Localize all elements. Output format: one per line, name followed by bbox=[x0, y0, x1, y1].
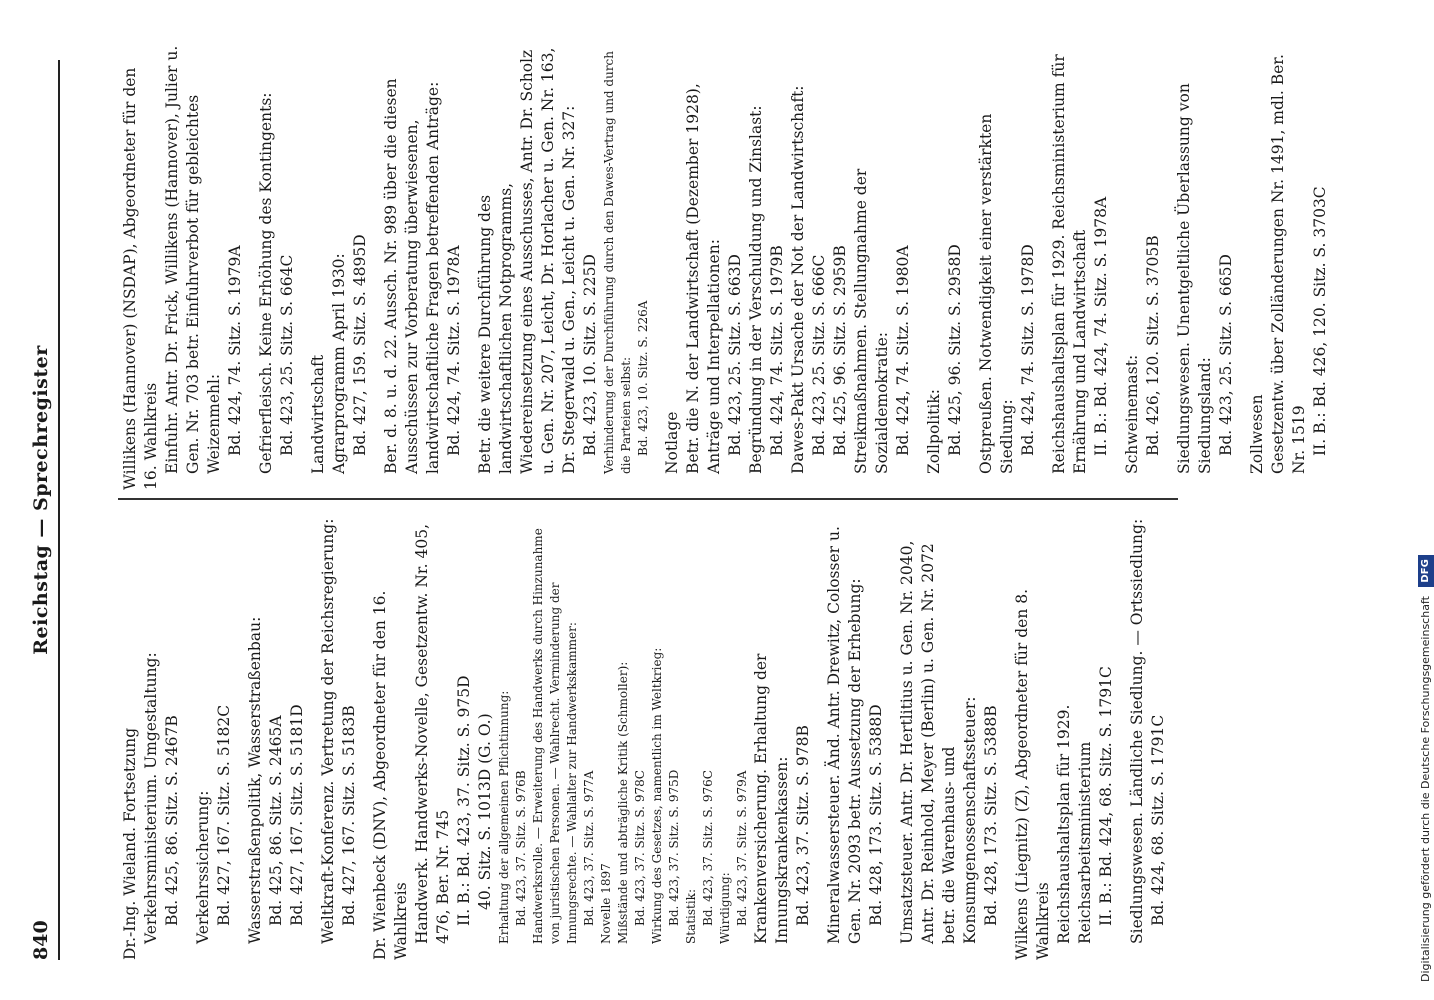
register-entry: Bd. 423, 25. Sitz. S. 666C bbox=[810, 254, 828, 456]
speaker-heading: Dr. Wienbeck (DNV), Abgeordneter für den 16. Wahlkreis bbox=[371, 590, 410, 960]
left-column bbox=[120, 512, 1169, 960]
register-entry: Krankenversicherung. Erhaltung der Innungskrankenkassen: bbox=[752, 653, 791, 944]
register-entry: Statistik: bbox=[684, 889, 698, 944]
register-entry: Ostpreußen. Notwendigkeit einer verstärkten Siedlung: bbox=[977, 113, 1016, 474]
speaker-heading: Willikens (Hannover) (NSDAP), Abgeordneter für den 16. Wahlkreis bbox=[121, 67, 160, 490]
page-number: 840 bbox=[30, 920, 52, 960]
register-entry: II. B.: Bd. 423, 37. Sitz. S. 975D bbox=[455, 675, 473, 926]
right-column bbox=[120, 45, 1331, 490]
register-entry: Bd. 424, 74. Sitz. S. 1979B bbox=[768, 245, 786, 456]
register-entry: Gesetzentw. über Zolländerungen Nr. 1491, mdl. Ber. Nr. 1519 bbox=[1269, 54, 1308, 474]
register-entry: Mineralwassersteuer. Änd. Antr. Drewitz, Colosser u. Gen. Nr. 2093 betr. Aussetzung der Erhebung: bbox=[825, 526, 864, 944]
side-note-text: Digitalisierung gefördert durch die Deutsche Forschungsgemeinschaft bbox=[1419, 596, 1432, 982]
register-entry: Bd. 424, 74. Sitz. S. 1978A bbox=[445, 245, 463, 456]
register-entry: Wasserstraßenpolitik, Wasserstraßenbau: bbox=[246, 616, 264, 944]
register-entry: Umsatzsteuer. Antr. Dr. Hertlitius u. Gen. Nr. 2040, Antr. Dr. Reinhold, Meyer (Berlin) u. Gen. Nr. 2072 betr. die Warenhaus- und Konsumgenossenschaftssteuer: bbox=[898, 540, 979, 944]
register-entry: Handwerksrolle. — Erweiterung des Handwerks durch Hinzunahme von juristischen Personen. — Wahlrecht. Verminderung der Innungsrechte. — Wahlalter zur Handwerkskammer: bbox=[531, 528, 579, 944]
register-entry: Bd. 425, 96. Sitz. S. 2958D bbox=[946, 244, 964, 456]
register-entry: Erhaltung der allgemeinen Pflichtinnung: bbox=[497, 690, 511, 944]
register-entry: Ber. d. 8. u. d. 22. Aussch. Nr. 989 über die diesen Ausschüssen zur Vorberatung überwiesenen, landwirtschaftliche Fragen betreffenden Anträge: bbox=[382, 78, 442, 474]
page-header bbox=[30, 0, 54, 1000]
register-entry: Bd. 423, 37. Sitz. S. 978C bbox=[633, 770, 647, 926]
register-entry: Bd. 427, 167. Sitz. S. 5181D bbox=[288, 704, 306, 926]
register-entry: Agrarprogramm April 1930: bbox=[330, 253, 348, 474]
register-entry: Notlage bbox=[663, 411, 681, 474]
register-entry: Bd. 425, 96. Sitz. S. 2959B bbox=[831, 245, 849, 456]
register-entry: Bd. 423, 10. Sitz. S. 226A bbox=[636, 300, 650, 456]
page-title: Reichstag — Sprechregister bbox=[30, 345, 52, 655]
register-entry: Bd. 423, 25. Sitz. S. 664C bbox=[278, 254, 296, 456]
register-entry: Mißstände und abträgliche Kritik (Schmoller): bbox=[616, 661, 630, 944]
register-entry: Betr. die N. der Landwirtschaft (Dezember 1928), Anträge und Interpellationen: bbox=[684, 83, 723, 474]
register-entry: Bd. 424, 74. Sitz. S. 1978D bbox=[1019, 244, 1037, 456]
register-entry: Bd. 427, 167. Sitz. S. 5183B bbox=[340, 705, 358, 926]
register-entry: Bd. 423, 25. Sitz. S. 665D bbox=[1217, 254, 1235, 456]
register-entry: Einfuhr. Antr. Dr. Frick, Willikens (Hannover), Julier u. Gen. Nr. 703 betr. Einfuhrverbot für gebleichtes Weizenmehl: bbox=[163, 45, 223, 474]
register-entry: Weltkraft-Konferenz. Vertretung der Reichsregierung: bbox=[319, 518, 337, 944]
register-entry: II. B.: Bd. 426, 120. Sitz. S. 3703C bbox=[1311, 186, 1329, 456]
register-entry: Bd. 428, 173. Sitz. S. 5388D bbox=[867, 704, 885, 926]
register-entry: Wirkung des Gesetzes, namentlich im Weltkrieg: bbox=[650, 647, 664, 944]
register-entry: Reichshaushaltsplan für 1929. Reichsministerium für Ernährung und Landwirtschaft bbox=[1050, 54, 1089, 474]
speaker-heading: Wilkens (Liegnitz) (Z), Abgeordneter für den 8. Wahlkreis bbox=[1013, 588, 1052, 960]
register-entry: Bd. 427, 159. Sitz. S. 4895D bbox=[351, 234, 369, 456]
dfg-logo: DFG bbox=[1418, 555, 1434, 586]
register-entry: Bd. 425, 86. Sitz. S. 2467B bbox=[163, 715, 181, 926]
register-entry: Bd. 423, 37. Sitz. S. 978B bbox=[794, 725, 812, 926]
register-entry: Würdigung: bbox=[718, 872, 732, 944]
register-entry: Reichshaushaltsplan für 1929. Reichsarbeitsministerium bbox=[1055, 704, 1094, 944]
column-divider bbox=[118, 499, 1178, 501]
side-note bbox=[1410, 0, 1434, 1000]
register-entry: Landwirtschaft bbox=[309, 354, 327, 474]
register-entry: Verkehrssicherung: bbox=[194, 790, 212, 944]
register-entry: Bd. 423, 37. Sitz. S. 979A bbox=[735, 770, 749, 926]
register-entry: Bd. 423, 37. Sitz. S. 976B bbox=[514, 770, 528, 926]
register-entry: Siedlungswesen. Unentgeltliche Überlassung von Siedlungsland: bbox=[1175, 83, 1214, 474]
register-entry: Bd. 423, 37. Sitz. S. 977A bbox=[582, 770, 596, 926]
register-entry: Betr. die weitere Durchführung des landwirtschaftlichen Notprogramms, Wiedereinsetzung eines Ausschusses, Antr. Dr. Scholz u. Gen. Nr. 207, Leicht, Dr. Horlacher u. Gen. Nr. 163, Dr. Stegerwald u. Gen., Leicht u. Gen. Nr. 327: bbox=[476, 47, 578, 474]
register-entry: Siedlungswesen. Ländliche Siedlung. — Ortssiedlung: bbox=[1128, 518, 1146, 944]
register-entry: Bd. 424, 74. Sitz. S. 1979A bbox=[226, 245, 244, 456]
register-entry: Bd. 426, 120. Sitz. S. 3705B bbox=[1144, 235, 1162, 456]
register-entry: Bd. 424, 68. Sitz. S. 1791C bbox=[1149, 714, 1167, 926]
register-entry: Novelle 1897 bbox=[599, 863, 613, 944]
speaker-heading: Dr.-Ing. Wieland. Fortsetzung bbox=[121, 727, 139, 960]
header-rule bbox=[58, 60, 60, 960]
register-entry: Bd. 427, 167. Sitz. S. 5182C bbox=[215, 704, 233, 926]
register-entry: Bd. 423, 37. Sitz. S. 975D bbox=[667, 769, 681, 926]
register-entry: Verhinderung der Durchführung durch den Dawes-Vertrag und durch die Parteien selbst: bbox=[602, 50, 633, 474]
register-entry: Bd. 424, 74. Sitz. S. 1980A bbox=[894, 245, 912, 456]
register-entry: Begründung in der Verschuldung und Zinslast: bbox=[747, 105, 765, 474]
register-entry: Bd. 425, 86. Sitz. S. 2465A bbox=[267, 715, 285, 926]
register-entry: II. B.: Bd. 424, 74. Sitz. S. 1978A bbox=[1092, 196, 1110, 456]
register-entry: Streikmaßnahmen. Stellungnahme der Sozialdemokratie: bbox=[852, 168, 891, 474]
register-entry: II. B.: Bd. 424, 68. Sitz. S. 1791C bbox=[1097, 666, 1115, 926]
register-entry: Handwerk. Handwerks-Novelle, Gesetzentw. Nr. 405, 476, Ber. Nr. 745 bbox=[413, 524, 452, 944]
register-entry: Zollpolitik: bbox=[925, 389, 943, 474]
register-entry: Verkehrsministerium. Umgestaltung: bbox=[142, 652, 160, 944]
register-entry: Bd. 423, 10. Sitz. S. 225D bbox=[581, 254, 599, 456]
register-entry: Bd. 428, 173. Sitz. S. 5388B bbox=[982, 705, 1000, 926]
register-entry: Zollwesen bbox=[1248, 394, 1266, 474]
register-entry: 40. Sitz. S. 1013D (G. O.) bbox=[476, 713, 494, 910]
register-entry: Dawes-Pakt Ursache der Not der Landwirtschaft: bbox=[789, 85, 807, 474]
register-entry: Gefrierfleisch. Keine Erhöhung des Kontingents: bbox=[257, 92, 275, 474]
register-entry: Bd. 423, 37. Sitz. S. 976C bbox=[701, 770, 715, 926]
register-entry: Schweinemast: bbox=[1123, 354, 1141, 474]
register-entry: Bd. 423, 25. Sitz. S. 663D bbox=[726, 254, 744, 456]
